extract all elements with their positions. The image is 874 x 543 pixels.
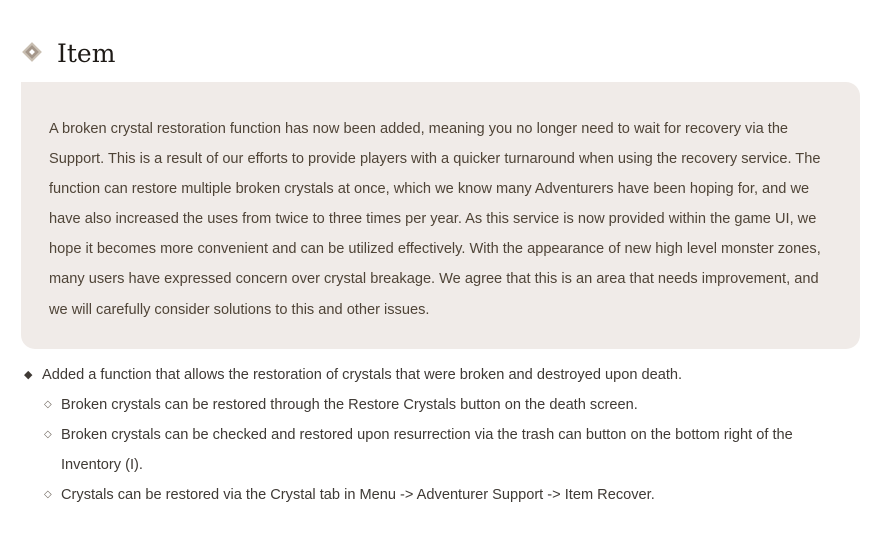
section-title: Item — [57, 38, 116, 68]
sub-list-item-text: Crystals can be restored via the Crystal tab in Menu -> Adventurer Support -> Item Recover. — [61, 487, 655, 503]
sub-list-item — [44, 480, 854, 510]
intro-box — [21, 82, 860, 349]
list-item-text: Added a function that allows the restoration of crystals that were broken and destroyed upon death. — [42, 367, 683, 383]
list-item — [24, 360, 854, 390]
diamond-icon — [21, 41, 45, 65]
sub-list-item — [44, 390, 854, 420]
hollow-diamond-bullet-icon: ◇ — [44, 429, 52, 440]
hollow-diamond-bullet-icon: ◇ — [44, 399, 52, 410]
section-header — [21, 36, 115, 70]
hollow-diamond-bullet-icon: ◇ — [44, 489, 52, 500]
sub-list-item-text: Broken crystals can be restored through the Restore Crystals button on the death screen. — [61, 397, 638, 413]
bullet-list — [24, 360, 854, 510]
filled-diamond-bullet-icon: ◆ — [24, 369, 33, 381]
sub-list-item-text: Broken crystals can be checked and restored upon resurrection via the trash can button on the bottom right of the Inventory (I). — [61, 427, 793, 473]
intro-paragraph: A broken crystal restoration function has now been added, meaning you no longer need to wait for recovery via the Support. This is a result of our efforts to provide players with a quicker turnaround when using the recovery service. The function can restore multiple broken crystals at once, which we know many Adventurers have been hoping for, and we have also increased the uses from twice to three times per year. As this service is now provided within the game UI, we hope it becomes more convenient and can be utilized effectively. With the appearance of new high level monster zones, many users have expressed concern over crystal breakage. We agree that this is an area that needs improvement, and we will carefully consider solutions to this and other issues. — [49, 121, 821, 318]
sub-list — [44, 390, 854, 510]
sub-list-item — [44, 420, 854, 480]
